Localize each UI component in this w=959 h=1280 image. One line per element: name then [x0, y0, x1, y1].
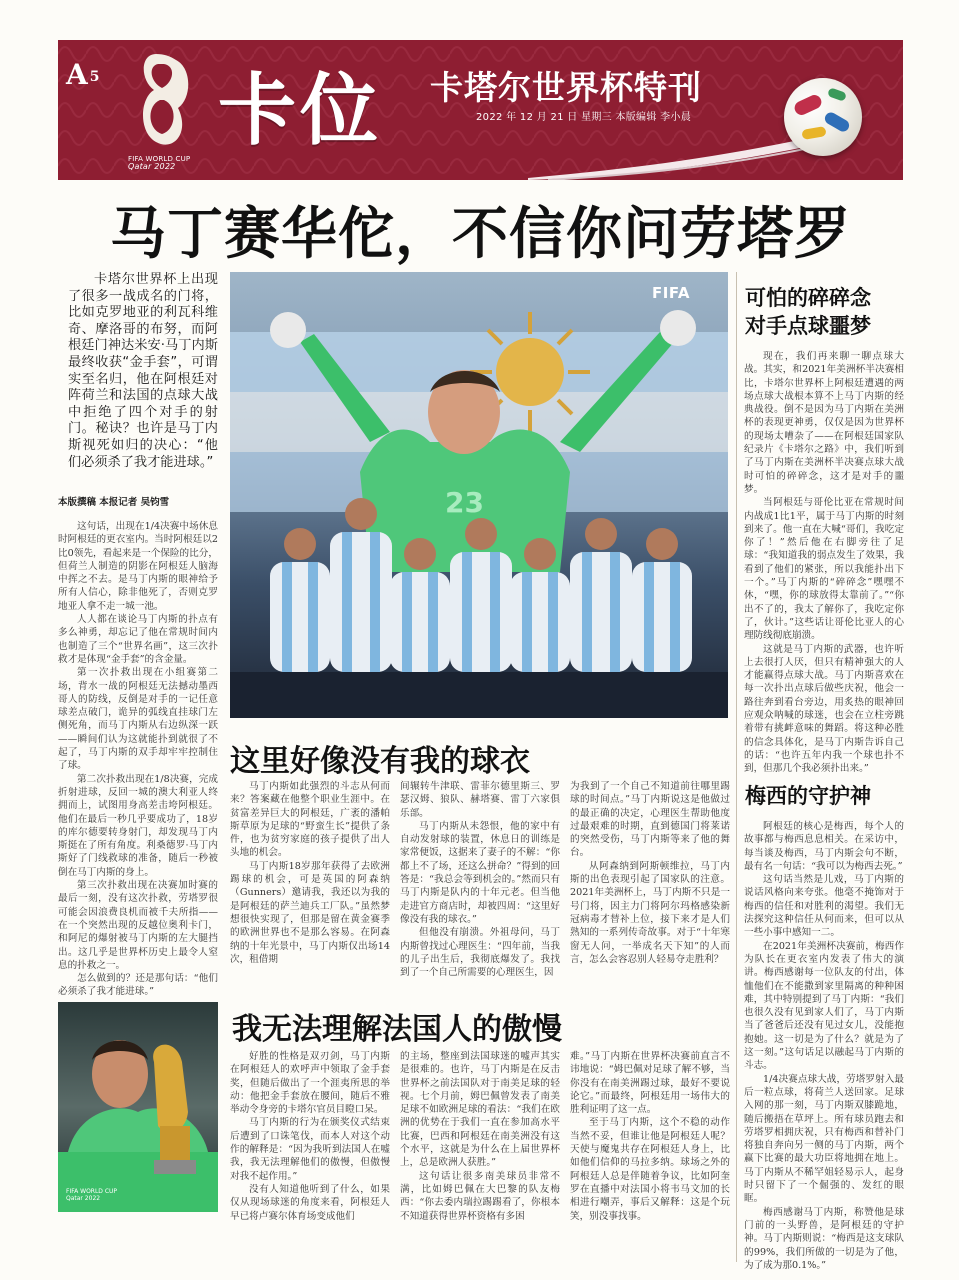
masthead [58, 40, 903, 180]
section-heading-arrogance: 我无法理解法国人的傲慢 [232, 1012, 562, 1047]
page-number: A 5 [66, 58, 100, 91]
paragraph: 在2021年美洲杯决赛前，梅西作为队长在更衣室内发表了伟大的演讲。梅西感谢每一位队友的付出，体恤他们在不能撒到家里隔离的种种困难，其中特别提到了马丁内斯：“我们也很久没有见到家人们了，马丁内斯当了爸爸后还没有见过女儿，没能抱抱她。这一切是为了什么？就是为了这一刻。”这句话足以融起马丁内斯的斗志。 [744, 940, 904, 1072]
column-4b-text [744, 820, 904, 1272]
column-2a-text [230, 780, 390, 966]
column-3a-text [230, 1050, 390, 1223]
paragraph: 第二次扑救出现在1/8决赛，完成折射进球，反回一城的澳大利亚人终拥而上，试图用身高差击垮阿根廷。他们在最后一秒几乎要成功了，18岁的库尔德要转身射门，却发现马丁内斯挺在了所有角度。利桑德罗·马丁内斯好了门线救球的准备，随后一秒被倒在马丁内斯的身上。 [58, 773, 218, 878]
paragraph: 马丁内斯18岁那年获得了去欧洲踢球的机会，可是英国的阿森纳（Gunners）邀请我，我还以为我的是阿根廷的萨兰迪兵工厂队。”虽然梦想很快实现了，但那是留在黄金赛季的欧洲世界也不是那么容易。在阿森纳的十年光景中，马丁内斯仅出场14次，租借期 [230, 860, 390, 965]
column-4a-text [744, 350, 904, 776]
golden-glove-photo [58, 1002, 218, 1212]
main-photo [230, 272, 728, 718]
paragraph: 但他没有崩溃。外祖母问，马丁内斯曾找过心理医生：“四年前，当我的儿子出生后，我彻底爆发了。我找到了一个自己所需要的心理医生，因 [400, 927, 560, 979]
logo-caption: FIFA WORLD CUP Qatar 2022 [128, 155, 191, 171]
paragraph: 为我到了一个自己不知道前往哪里踢球的时间点。”马丁内斯说这是他做过的最正确的决定，心理医生帮助他度过最艰难的时期，直到德国门将莱诺的突然受伤，马丁内斯等来了他的舞台。 [570, 781, 730, 859]
column-3c-text [570, 1050, 730, 1223]
subheading-line: 对手点球噩梦 [745, 314, 871, 338]
section-heading-jersey: 这里好像没有我的球衣 [230, 744, 530, 779]
column-2c-text [570, 780, 730, 966]
paragraph: 梅西感谢马丁内斯，称赞他是球门前的一头野兽，是阿根廷的守护神。马丁内斯则说：“梅西是这支球队的99%，我们所做的一切是为了他，为了成为那0.1%。” [744, 1206, 904, 1271]
paragraph: 这句话，出现在1/4决赛中场休息时阿根廷的更衣室内。当时阿根廷以2比0领先，看起来是一个保险的比分，但荷兰人制造的阴影在阿根廷人脑海中挥之不去。是马丁内斯的眼神给予所有人信心，除非他死了，否则克罗地亚人拿不走一城一池。 [58, 521, 218, 612]
paragraph: 难。”马丁内斯在世界杯决赛前直言不讳地说：“姆巴佩对足球了解不够，当你没有在南美洲踢过球，最好不要说论它。”而最终，阿根廷用一场伟大的胜利证明了这一点。 [570, 1051, 730, 1116]
column-3b-text [400, 1050, 560, 1223]
paragraph: 马丁内斯如此强烈的斗志从何而来？答案藏在他整个职业生涯中。在贫富差异巨大的阿根廷，广袤的潘帕斯草原为足球的“野蛮生长”提供了条件，也为贫穷家庭的孩子提供了出人头地的机会。 [230, 781, 390, 859]
fifa-watermark: FIFA [652, 284, 690, 302]
paragraph: 人人都在谈论马丁内斯的扑点有多么神勇，却忘记了他在常规时间内也制造了三个“世界名画”，这三次扑救才是体现“金手套”的含金量。 [58, 614, 218, 665]
special-issue-title: 卡塔尔世界杯特刊 [430, 68, 702, 107]
paragraph: 马丁内斯从未怨恨，他的家中有自动发射球的装置，休息日的训练是家常便饭，这据来了妻子的不解：“你都上不了场，还这么拼命？”得到的回答是：“我总会等到机会的。”然而只有马丁内斯是队内的十年元老。但当他走进官方商店时，却被四周：“这里好像没有我的球衣。” [400, 820, 560, 925]
subheading-messi: 梅西的守护神 [745, 784, 871, 808]
dateline: 2022 年 12 月 21 日 星期三 本版编辑 李小晨 [476, 112, 692, 123]
column-divider [736, 272, 737, 1262]
paragraph: 的主场，整座到法国球迷的嘘声其实是很难的。也许，马丁内斯是在反击世界杯之前法国队对于南美足球的轻视。七个月前，姆巴佩曾发表了南美足球不如欧洲足球的看法：“我们在欧洲的优势在于我们一直在参加高水平比赛，巴西和阿根廷在南美洲没有这个水平，这就是为什么在上届世界杯上，总是欧洲人获胜。” [400, 1051, 560, 1169]
intro-paragraph: 卡塔尔世界杯上出现了很多一战成名的门将，比如克罗地亚的利瓦科维奇、摩洛哥的布努，而阿根廷门神达米安·马丁内斯最终收获“金手套”，可谓实至名归，他在阿根廷对阵荷兰和法国的点球大战中拒绝了四个对手的射门。秘诀？也许是马丁内斯视死如归的决心：“他们必须杀了我才能进球。” [68, 272, 218, 470]
byline: 本版撰稿 本报记者 吴钧雪 [58, 497, 170, 508]
column-1-text [58, 520, 218, 999]
paragraph: 现在，我们再来聊一聊点球大战。其实，和2021年美洲杯半决赛相比，卡塔尔世界杯上阿根廷遭遇的两场点球大战根本算不上马丁内斯的经典战役。倒不是因为马丁内斯在美洲杯的表现更神勇，仅仅是因为世界杯的现场太嘈杂了——在阿根廷国家队纪录片《卡塔尔之路》中，我们听到了马丁内斯在美洲杯半决赛点球大战时可怕的碎碎念，这才是对手的噩梦。 [744, 351, 904, 495]
paragraph: 这就是马丁内斯的武器，也许听上去很打人厌，但只有精神强大的人才能赢得点球大战。马丁内斯喜欢在每一次扑出点球后做些庆祝，他会一路往奔到看台旁边，用炙热的眼神回应观众呐喊的球迷，也会在立柱旁跳着带有挑衅意味的舞蹈。将这种必胜的信念具体化，是马丁内斯告诉自己的话：“也许五年内我一个球也扑不到，但那几个我必须扑出来。” [744, 643, 904, 775]
paragraph: 这句话让很多南美球员非常不满，比如姆巴佩在大巴黎的队友梅西：“你去委内瑞拉踢踢看了，你根本不知道获得世界杯资格有多困 [400, 1170, 560, 1222]
paragraph: 第三次扑救出现在决赛加时赛的最后一刻，没有这次扑救，劳塔罗很可能会因浪费良机而被千夫所指——在一个突然出现的反越位奥利卡门，和阿尼的爆射被马丁内斯的左大腿挡出。这几乎是世界杯历史上最令人窒息的扑救之一。 [58, 880, 218, 971]
paragraph: 这句话当然是儿戏，马丁内斯的说话风格向来夸张。他毫不掩饰对于梅西的信任和对胜利的渴望。我们无法探究这种信任从何而来，但可以从一些小事中感知一二。 [744, 874, 904, 939]
team-celebration-illustration [230, 272, 728, 718]
football-icon [784, 78, 862, 156]
column-2b-text [400, 780, 560, 979]
goalkeeper-trophy-illustration [58, 1002, 218, 1212]
svg-text:23: 23 [445, 486, 484, 519]
subheading-line: 可怕的碎碎念 [745, 286, 871, 310]
paragraph: 间辗转牛津联、雷菲尔德里斯三、罗瑟汉姆、狼队、赫塔赛、雷丁六家俱乐部。 [400, 781, 560, 819]
paragraph: 第一次扑救出现在小组赛第二场，背水一战的阿根廷无法撼动墨西哥人的防线，反倒是对手的一记任意球差点破门，诡异的弧线直挂球门左侧死角，而马丁内斯从右边纵深一跃——瞬间们认为这就能扑到就很了不起了，马丁内斯的双手却牢牢控制住了球。 [58, 667, 218, 772]
paragraph: 阿根廷的核心是梅西，每个人的故事都与梅西息息相关。在采访中，每当谈及梅西，马丁内斯会句不断，最有名一句话：“我可以为梅西去死。” [744, 821, 904, 872]
main-headline: 马丁赛华佗，不信你问劳塔罗 [110, 202, 851, 267]
fifa-watermark-small: FIFA WORLD CUP Qatar 2022 [66, 1188, 118, 1202]
section-name: 卡位 [218, 65, 383, 156]
paragraph: 从阿森纳到阿斯顿维拉，马丁内斯的出色表现引起了国家队的注意。2021年美洲杯上，马丁内斯不只是一号门将，因主力门将阿尔玛格感染新冠病毒才替补上位，接下来才是人们熟知的一系列传奇故事。对于“十年寒窗无人问，一举成名天下知”的人而言，怎么会容忍别人轻易夺走胜利？ [570, 860, 730, 965]
subheading-penalty [745, 284, 905, 340]
paragraph: 好胜的性格是双刃剑，马丁内斯在阿根廷人的欢呼声中领取了金手套奖，但随后做出了一个涯夷所思的举动：他把金手套放在腰间，随后不雅举动令身旁的卡塔尔官员目瞪口呆。 [230, 1051, 390, 1116]
paragraph: 1/4决赛点球大战，劳塔罗射入最后一粒点球，将荷兰人送回家。足球入网的那一刻，马丁内斯双膝跪地，随后搬捂在草坪上。所有球员跑去和劳塔罗相拥庆祝，只有梅西和替补门将独自奔向另一侧的马丁内斯，两个赢下比赛的最大功臣将地拥在地上。马丁内斯从不稀罕姐轻易示人，起身时只留下了一个倔强的、发红的眼眶。 [744, 1073, 904, 1205]
paragraph: 至于马丁内斯，这个不稳的动作当然不妥，但谁让他是阿根廷人呢？天使与魔鬼共存在阿根廷人身上，比如他们信仰的马拉多纳。球场之外的阿根廷人总是伴随着争议，比如阿奎罗在直播中对法国小将韦马文加的长相进行嘲弄，事后又解释：这是个玩笑，别没事找事。 [570, 1117, 730, 1222]
paragraph: 当阿根廷与哥伦比亚在常规时间内战成1比1平，属于马丁内斯的时刻到来了。他一直在大喊“哥们，我吃定你了！”然后他在右脚旁往了足球：“我知道我的弱点发生了效果，我看到了他们的紧张，所以我能扑出下一个。”马丁内斯的“碎碎念”嘿嘿不休，“嘿，你的球放得太靠前了。”“你出不了的，我太了解你了，我吃定你了，伙计。”这些话让哥伦比亚人的心理防线彻底崩溃。 [744, 497, 904, 642]
paragraph: 怎么做到的？还是那句话：“他们必须杀了我才能进球。” [58, 973, 218, 998]
paragraph: 马丁内斯的行为在颁奖仪式结束后遭到了口诛笔伐，而本人对这个动作的解释是：“因为我听到法国人在嘘我，我无法理解他们的傲慢，但傲慢对我不起作用。” [230, 1117, 390, 1182]
paragraph: 没有人知道他听到了什么，如果仅从现场球迷的角度来看，阿根廷人早已将卢赛尔体育场变成他们 [230, 1183, 390, 1222]
